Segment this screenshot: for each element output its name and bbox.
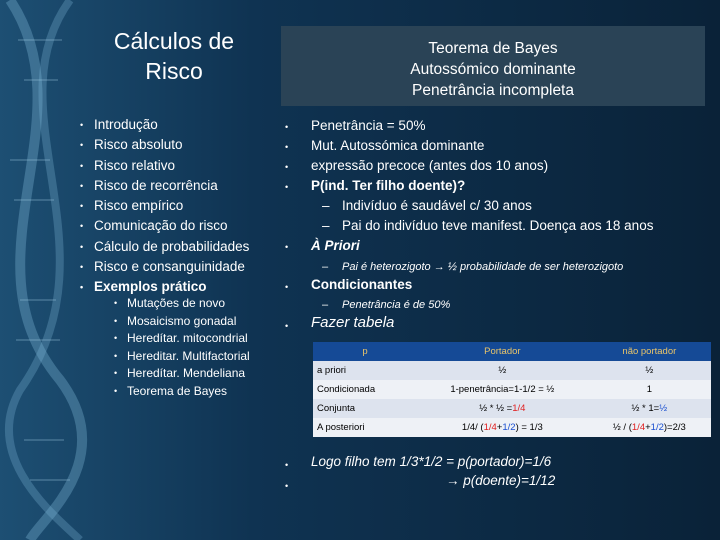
menu-item[interactable]: • Cálculo de probabilidades [80, 237, 249, 257]
header-title [281, 38, 705, 101]
table-cell-label: Conjunta [313, 399, 417, 418]
bullet-icon: • [285, 321, 289, 331]
table-cell-label: a priori [313, 361, 417, 380]
bullet-icon: • [285, 142, 289, 152]
main-menu [80, 115, 249, 298]
bayes-table [313, 342, 711, 437]
menu-item[interactable]: • Risco relativo [80, 156, 249, 176]
bullet-icon: • [80, 120, 84, 130]
bullet-icon: • [80, 282, 84, 293]
bullet-icon: • [80, 180, 84, 191]
table-header-cell: não portador [588, 342, 711, 361]
dash-marker: – [322, 218, 330, 233]
table-cell: ½ [588, 361, 711, 380]
content-bullet: expressão precoce (antes dos 10 anos) [311, 158, 549, 173]
content-subbullet: Pai do indivíduo teve manifest. Doença aos 18 anos [342, 218, 654, 233]
content-subbullet: Pai é heterozigoto → ½ probabilidade de ser heterozigoto [342, 261, 624, 273]
menu-item[interactable]: • Risco e consanguinidade [80, 257, 249, 277]
table-cell: ½ * ½ =1/4 [417, 399, 588, 418]
bullet-icon: • [285, 182, 289, 192]
bullet-icon: • [285, 242, 289, 252]
bullet-icon: • [285, 162, 289, 172]
content-conclusion-result: → p(doente)=1/12 [446, 473, 556, 488]
slide-title [84, 26, 264, 86]
content-bullet-condicionantes: Condicionantes [311, 277, 413, 292]
bullet-icon: • [114, 333, 118, 344]
sub-menu-item[interactable]: • Hereditar. Multifactorial [114, 348, 250, 366]
sub-menu-item[interactable]: • Heredítar. mitocondrial [114, 330, 250, 348]
bullet-icon: • [285, 460, 289, 470]
bullet-icon: • [114, 350, 118, 361]
table-row [313, 399, 711, 418]
content-conclusion: Logo filho tem 1/3*1/2 = p(portador)=1/6 [311, 454, 552, 469]
dash-marker: – [322, 299, 329, 311]
menu-item[interactable]: • Risco empírico [80, 196, 249, 216]
sub-menu-item[interactable]: • Mutações de novo [114, 295, 250, 313]
table-cell-label: Condicionada [313, 380, 417, 399]
table-cell: ½ * 1=½ [588, 399, 711, 418]
header-line: Teorema de Bayes [428, 40, 558, 57]
content-bullet-a-priori: À Priori [311, 238, 360, 253]
table-header-row [313, 342, 711, 361]
slide-title-line2: Risco [145, 58, 203, 84]
content-bullet-question: P(ind. Ter filho doente)? [311, 178, 466, 193]
table-row [313, 361, 711, 380]
sub-menu-item[interactable]: • Teorema de Bayes [114, 383, 250, 401]
dash-marker: – [322, 261, 329, 273]
content-subbullet: Penetrância é de 50% [342, 299, 451, 311]
menu-item[interactable]: • Comunicação do risco [80, 216, 249, 236]
content-bullet: Penetrância = 50% [311, 118, 426, 133]
bullet-icon: • [114, 315, 118, 326]
content-bullet-fazer-tabela: Fazer tabela [311, 314, 395, 331]
bullet-icon: • [285, 282, 289, 292]
bullet-icon: • [80, 201, 84, 212]
table-row [313, 380, 711, 399]
sub-menu-item[interactable]: • Mosaicismo gonadal [114, 313, 250, 331]
bullet-icon: • [114, 385, 118, 396]
content-subbullet: Indivíduo é saudável c/ 30 anos [342, 198, 532, 213]
bullet-icon: • [80, 262, 84, 273]
table-header-cell: p [313, 342, 417, 361]
table-row [313, 418, 711, 437]
table-cell: 1 [588, 380, 711, 399]
menu-item[interactable]: • Risco absoluto [80, 135, 249, 155]
bullet-icon: • [285, 481, 289, 491]
menu-item[interactable]: • Introdução [80, 115, 249, 135]
dash-marker: – [322, 198, 330, 213]
slide-title-line1: Cálculos de [113, 28, 235, 54]
menu-item-active[interactable]: • Exemplos prático [80, 277, 249, 297]
bullet-icon: • [80, 221, 84, 232]
bullet-icon: • [80, 160, 84, 171]
table-cell: ½ [417, 361, 588, 380]
sub-menu-item[interactable]: • Heredítar. Mendeliana [114, 365, 250, 383]
sub-menu [114, 295, 250, 401]
table-cell: ½ / (1/4+1/2)=2/3 [588, 418, 711, 437]
table-cell: 1/4/ (1/4+1/2) = 1/3 [417, 418, 588, 437]
bullet-icon: • [80, 241, 84, 252]
header-line: Autossómico dominante [410, 61, 576, 78]
content-bullet: Mut. Autossómica dominante [311, 138, 485, 153]
bullet-icon: • [114, 368, 118, 379]
menu-item[interactable]: • Risco de recorrência [80, 176, 249, 196]
bullet-icon: • [80, 140, 84, 151]
table-cell: 1-penetrância=1-1/2 = ½ [417, 380, 588, 399]
bullet-icon: • [114, 298, 118, 308]
bullet-icon: • [285, 122, 289, 132]
header-line: Penetrância incompleta [412, 82, 574, 99]
table-header-cell: Portador [417, 342, 588, 361]
table-cell-label: A posteriori [313, 418, 417, 437]
